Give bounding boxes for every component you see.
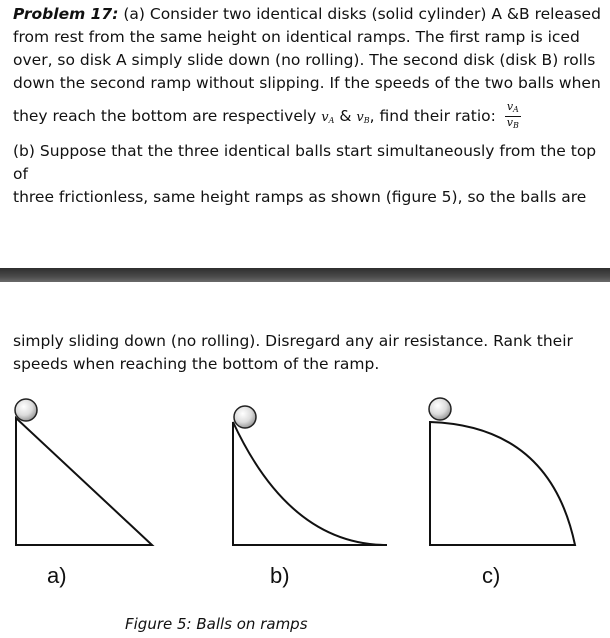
ramps-figure [0, 390, 610, 550]
ball-a [15, 399, 37, 421]
part-a-line-3: over, so disk A simply slide down (no rolling). The second disk (disk B) rolls [13, 51, 596, 69]
ramp-b [233, 422, 387, 545]
label-b: b) [270, 563, 290, 588]
velocity-a: $v_A$ [321, 110, 335, 125]
part-a-line-2: from rest from the same height on identical ramps. The first ramp is iced [13, 28, 580, 46]
part-b-line-1: (b) Suppose that the three identical balls start simultaneously from the top of [13, 142, 597, 183]
label-c: c) [482, 563, 501, 588]
ball-b [234, 406, 256, 428]
part-b-line-3: simply sliding down (no rolling). Disregard any air resistance. Rank their [13, 332, 573, 350]
part-b-text [13, 140, 603, 209]
part-a-line-1: Problem 17: (a) Consider two identical disks (solid cylinder) A &B released [13, 5, 601, 23]
figure-caption: Figure 5: Balls on ramps [125, 615, 308, 633]
label-a: a) [47, 563, 67, 588]
part-a-text [13, 3, 603, 132]
ramp-a [16, 418, 152, 545]
page-divider [0, 268, 610, 282]
problem-title: Problem 17: [13, 5, 119, 23]
part-a-line-5: they reach the bottom are respectively $v_A$ & $v_B$, find their ratio: $\frac{v_A}{v_B}$ [13, 100, 519, 130]
part-b-continued [13, 330, 603, 376]
part-b-line-4: speeds when reaching the bottom of the ramp. [13, 355, 380, 373]
ball-c [429, 398, 451, 420]
part-a-line-4: down the second ramp without slipping. If the speeds of the two balls when [13, 74, 601, 92]
ratio-fraction: $\frac{v_A}{v_B}$ [506, 100, 519, 130]
velocity-b: $v_B$ [356, 110, 370, 125]
part-b-line-2: three frictionless, same height ramps as shown (figure 5), so the balls are [13, 188, 587, 206]
ramp-c [430, 422, 575, 545]
